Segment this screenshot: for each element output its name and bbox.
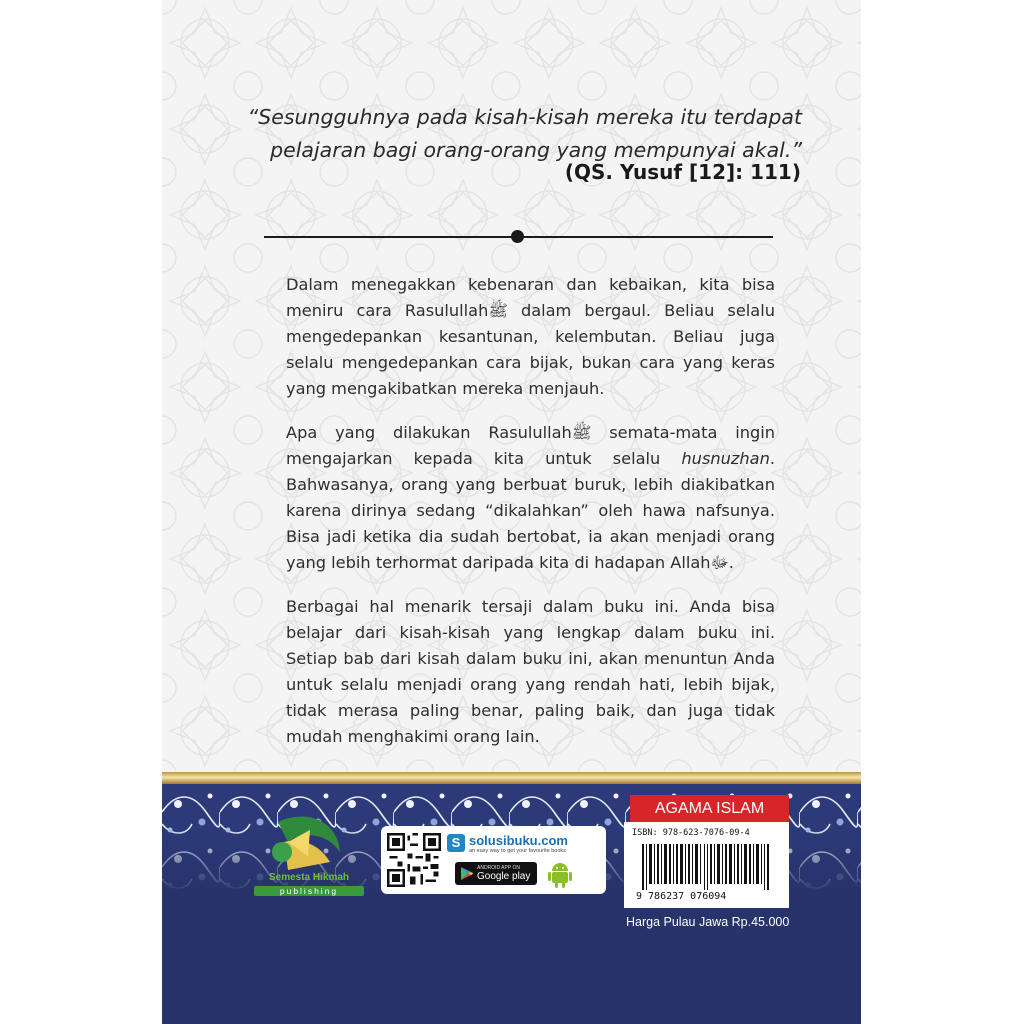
quote-line-1: “Sesungguhnya pada kisah-kisah mereka itu terdapat xyxy=(247,105,802,129)
google-play-icon xyxy=(460,866,474,881)
isbn-barcode-box xyxy=(624,822,789,908)
publisher-name: Semesta Hikmah xyxy=(268,872,350,883)
jalla-jalaluh-symbol: ﷻ xyxy=(710,553,729,572)
book-back-cover xyxy=(162,0,861,1024)
publisher-sub: publishing xyxy=(254,886,364,896)
paragraph-2: Apa yang dilakukan Rasulullahﷺ semata-mata ingin mengajarkan kepada kita untuk selalu husnuzhan. Bahwasanya, orang yang berbuat buruk, lebih diakibatkan karena dirinya sedang “dikalahkan” oleh hawa nafsunya. Bisa jadi ketika dia sudah bertobat, ia akan menjadi orang yang lebih terhormat daripada kita di hadapan Allahﷻ. xyxy=(286,423,775,572)
android-icon xyxy=(547,860,573,888)
store-website[interactable]: solusibuku.com xyxy=(469,833,568,848)
qr-code xyxy=(387,833,441,887)
barcode-digits: 9 786237 076094 xyxy=(636,891,727,900)
quote-line-2: pelajaran bagi orang-orang yang mempunyai akal.” xyxy=(270,138,802,162)
gold-border-strip xyxy=(162,772,861,784)
barcode xyxy=(634,844,784,900)
category-label: AGAMA ISLAM xyxy=(630,795,789,822)
salawat-symbol: ﷺ xyxy=(571,423,592,442)
publisher-logo-icon xyxy=(248,812,366,912)
paragraph-3: Berbagai hal menarik tersaji dalam buku ini. Anda bisa belajar dari kisah-kisah yang lengkap dalam buku ini. Setiap bab dari kisah dalam buku ini, akan menuntun Anda untuk selalu menjadi orang yang rendah hati, lebih bijak, tidak merasa paling benar, paling baik, dan juga tidak mudah menghakimi orang lain. xyxy=(286,597,775,746)
solusibuku-logo-icon: S xyxy=(447,834,465,852)
quote-reference: (QS. Yusuf [12]: 111) xyxy=(564,160,801,184)
google-play-badge[interactable]: ANDROID APP ON Google play xyxy=(455,862,537,885)
store-tagline: an easy way to get your favourite books xyxy=(469,848,566,854)
online-store-box xyxy=(381,826,606,894)
paragraph-1: Dalam menegakkan kebenaran dan kebaikan, kita bisa meniru cara Rasulullahﷺ dalam bergaul. Beliau selalu mengedepankan kesantunan, kelembutan. Beliau juga selalu mengedepankan cara bijak, bukan cara yang keras yang mengakibatkan mereka menjauh. xyxy=(286,275,775,398)
isbn-number: ISBN: 978-623-7076-09-4 xyxy=(632,828,750,838)
price-label: Harga Pulau Jawa Rp.45.000 xyxy=(626,915,790,929)
description-text xyxy=(286,272,775,768)
divider-dot xyxy=(511,230,524,243)
salawat-symbol: ﷺ xyxy=(488,301,508,320)
